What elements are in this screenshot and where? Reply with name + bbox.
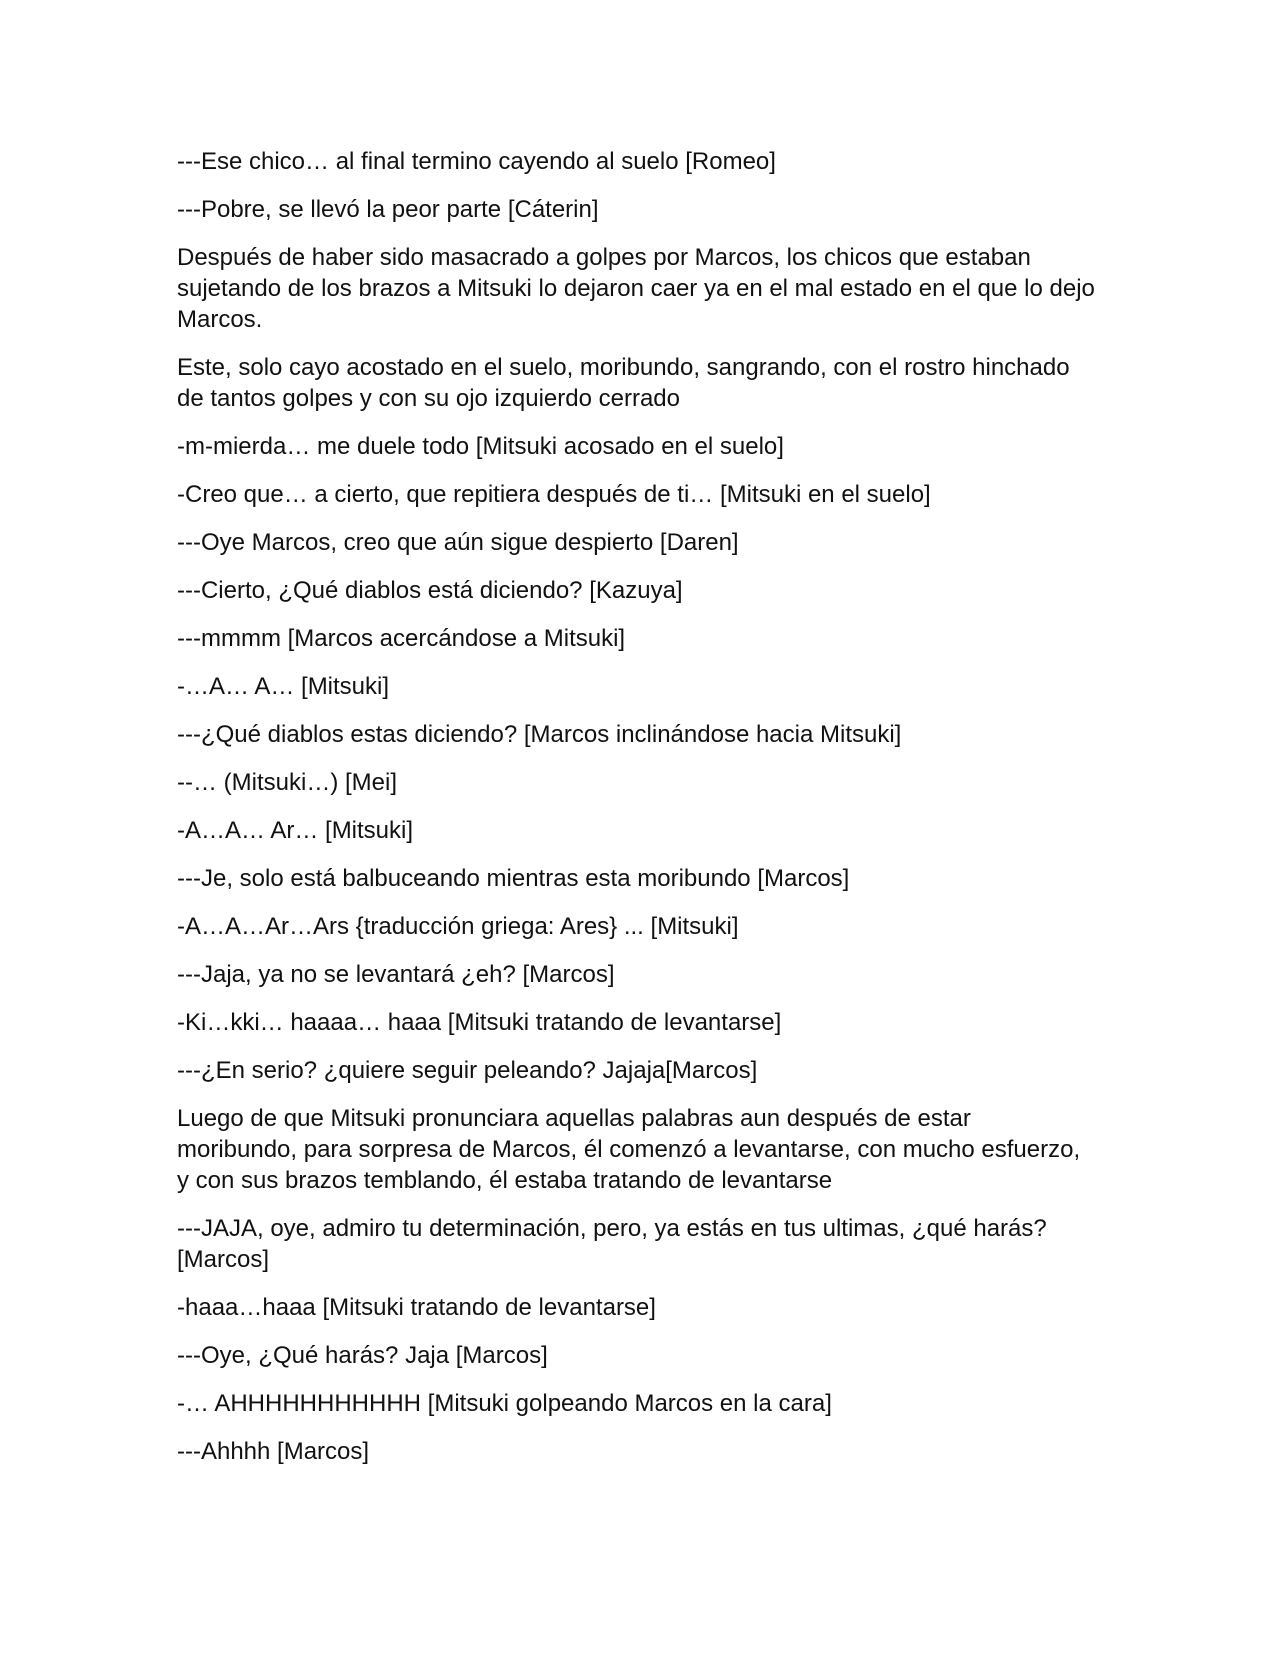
dialogue-line: -haaa…haaa [Mitsuki tratando de levantarse] [177, 1294, 656, 1321]
narration-paragraph: Este, solo cayo acostado en el suelo, moribundo, sangrando, con el rostro hinchado de tantos golpes y con su ojo izquierdo cerrado [177, 354, 1077, 412]
dialogue-line: -A…A… Ar… [Mitsuki] [177, 817, 414, 844]
dialogue-line: ---Oye, ¿Qué harás? Jaja [Marcos] [177, 1342, 548, 1369]
dialogue-line: ---Oye Marcos, creo que aún sigue despierto [Daren] [177, 529, 739, 556]
dialogue-line: -m-mierda… me duele todo [Mitsuki acosado en el suelo] [177, 433, 784, 460]
dialogue-line: -… AHHHHHHHHHHH [Mitsuki golpeando Marcos en la cara] [177, 1390, 832, 1417]
dialogue-line: ---Cierto, ¿Qué diablos está diciendo? [Kazuya] [177, 577, 683, 604]
dialogue-line: -Creo que… a cierto, que repitiera después de ti… [Mitsuki en el suelo] [177, 481, 931, 508]
narration-paragraph: Luego de que Mitsuki pronunciara aquellas palabras aun después de estar moribundo, para sorpresa de Marcos, él comenzó a levantarse, con mucho esfuerzo, y con sus brazos temblando, él estaba tratando de levantarse [177, 1105, 1087, 1194]
dialogue-line: ---JAJA, oye, admiro tu determinación, pero, ya estás en tus ultimas, ¿qué harás? [Marcos] [177, 1215, 1054, 1273]
dialogue-line: ---Pobre, se llevó la peor parte [Cáterin] [177, 196, 599, 223]
dialogue-line: ---¿En serio? ¿quiere seguir peleando? Jajaja[Marcos] [177, 1057, 758, 1084]
dialogue-line: ---mmmm [Marcos acercándose a Mitsuki] [177, 625, 626, 652]
dialogue-line: ---Ese chico… al final termino cayendo al suelo [Romeo] [177, 148, 776, 175]
dialogue-line: ---Ahhhh [Marcos] [177, 1438, 370, 1465]
dialogue-line: --… (Mitsuki…) [Mei] [177, 769, 397, 796]
dialogue-line: -…A… A… [Mitsuki] [177, 673, 390, 700]
dialogue-line: ---Jaja, ya no se levantará ¿eh? [Marcos] [177, 961, 615, 988]
dialogue-line: -A…A…Ar…Ars {traducción griega: Ares} ... [Mitsuki] [177, 913, 739, 940]
document-body [177, 146, 1102, 1484]
dialogue-line: -Ki…kki… haaaa… haaa [Mitsuki tratando de levantarse] [177, 1009, 782, 1036]
dialogue-line: ---Je, solo está balbuceando mientras esta moribundo [Marcos] [177, 865, 850, 892]
narration-paragraph: Después de haber sido masacrado a golpes por Marcos, los chicos que estaban sujetando de los brazos a Mitsuki lo dejaron caer ya en el mal estado en el que lo dejo Marcos. [177, 244, 1102, 333]
dialogue-line: ---¿Qué diablos estas diciendo? [Marcos inclinándose hacia Mitsuki] [177, 721, 902, 748]
